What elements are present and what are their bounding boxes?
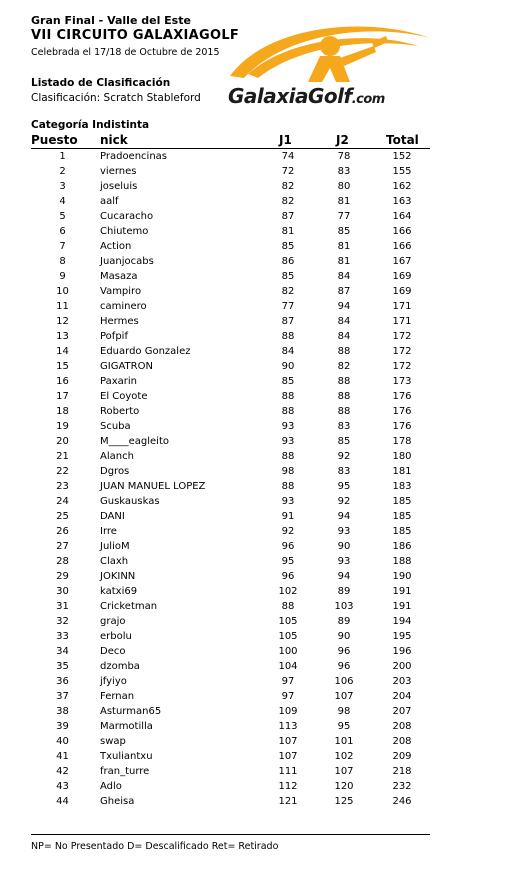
cell-position: 28 xyxy=(56,556,69,567)
cell-nick: Claxh xyxy=(100,556,129,567)
cell-total: 180 xyxy=(392,451,412,462)
cell-total: 163 xyxy=(392,196,412,207)
cell-j1: 74 xyxy=(281,151,295,162)
cell-nick: viernes xyxy=(100,166,137,177)
cell-j2: 82 xyxy=(337,361,351,372)
cell-total: 218 xyxy=(392,766,412,777)
cell-total: 172 xyxy=(392,331,412,342)
cell-j1: 82 xyxy=(281,181,295,192)
cell-position: 7 xyxy=(59,241,66,252)
cell-total: 176 xyxy=(392,406,412,417)
cell-nick: Irre xyxy=(100,526,117,537)
cell-position: 11 xyxy=(56,301,69,312)
cell-j1: 88 xyxy=(281,601,295,612)
listing-title: Listado de Clasificación xyxy=(31,77,171,89)
cell-total: 194 xyxy=(392,616,412,627)
cell-position: 15 xyxy=(56,361,69,372)
cell-total: 203 xyxy=(392,676,412,687)
cell-j2: 93 xyxy=(337,556,351,567)
cell-nick: Roberto xyxy=(100,406,140,417)
classification-table xyxy=(0,149,515,809)
cell-nick: Hermes xyxy=(100,316,139,327)
cell-position: 34 xyxy=(56,646,69,657)
cell-j1: 105 xyxy=(278,631,298,642)
cell-position: 23 xyxy=(56,481,69,492)
cell-position: 29 xyxy=(56,571,69,582)
cell-j1: 113 xyxy=(278,721,298,732)
cell-position: 36 xyxy=(56,676,69,687)
table-row xyxy=(0,374,515,389)
cell-total: 176 xyxy=(392,391,412,402)
cell-total: 185 xyxy=(392,496,412,507)
cell-position: 40 xyxy=(56,736,69,747)
cell-total: 208 xyxy=(392,721,412,732)
cell-j2: 92 xyxy=(337,496,351,507)
cell-position: 22 xyxy=(56,466,69,477)
table-row xyxy=(0,689,515,704)
cell-position: 10 xyxy=(56,286,69,297)
event-title: Gran Final - Valle del Este xyxy=(31,14,191,27)
table-row xyxy=(0,239,515,254)
cell-position: 18 xyxy=(56,406,69,417)
cell-j1: 87 xyxy=(281,211,295,222)
cell-nick: caminero xyxy=(100,301,147,312)
cell-total: 191 xyxy=(392,601,412,612)
cell-nick: Pradoencinas xyxy=(100,151,168,162)
cell-total: 178 xyxy=(392,436,412,447)
table-row xyxy=(0,524,515,539)
cell-j2: 107 xyxy=(334,691,354,702)
cell-j2: 106 xyxy=(334,676,354,687)
cell-j2: 90 xyxy=(337,541,351,552)
cell-j2: 88 xyxy=(337,376,351,387)
cell-position: 41 xyxy=(56,751,69,762)
cell-j2: 96 xyxy=(337,646,351,657)
category-title: Categoría Indistinta xyxy=(31,119,150,131)
cell-position: 13 xyxy=(56,331,69,342)
cell-j2: 77 xyxy=(337,211,351,222)
cell-position: 26 xyxy=(56,526,69,537)
cell-j1: 96 xyxy=(281,571,295,582)
logo-wordmark-suffix: .com xyxy=(351,92,385,107)
cell-total: 185 xyxy=(392,526,412,537)
cell-nick: JUAN MANUEL LOPEZ xyxy=(100,481,206,492)
cell-j1: 93 xyxy=(281,436,295,447)
table-row xyxy=(0,179,515,194)
table-row xyxy=(0,344,515,359)
table-row xyxy=(0,674,515,689)
cell-position: 39 xyxy=(56,721,69,732)
cell-nick: Pofpif xyxy=(100,331,128,342)
cell-j2: 120 xyxy=(334,781,354,792)
table-row xyxy=(0,704,515,719)
cell-position: 14 xyxy=(56,346,69,357)
cell-total: 204 xyxy=(392,691,412,702)
cell-j1: 107 xyxy=(278,751,298,762)
cell-j1: 88 xyxy=(281,391,295,402)
table-row xyxy=(0,554,515,569)
cell-j1: 104 xyxy=(278,661,298,672)
cell-nick: DANI xyxy=(100,511,125,522)
table-row xyxy=(0,314,515,329)
cell-j2: 84 xyxy=(337,316,351,327)
cell-position: 21 xyxy=(56,451,69,462)
table-row xyxy=(0,329,515,344)
column-header-j1: J1 xyxy=(279,133,292,147)
table-row xyxy=(0,419,515,434)
cell-nick: katxi69 xyxy=(100,586,138,597)
table-row xyxy=(0,659,515,674)
cell-total: 232 xyxy=(392,781,412,792)
cell-j1: 77 xyxy=(281,301,295,312)
footer-divider xyxy=(31,834,430,835)
cell-position: 37 xyxy=(56,691,69,702)
cell-total: 246 xyxy=(392,796,412,807)
cell-nick: Dgros xyxy=(100,466,130,477)
cell-j1: 87 xyxy=(281,316,295,327)
cell-total: 164 xyxy=(392,211,412,222)
cell-nick: Cucaracho xyxy=(100,211,154,222)
legend-footnote: NP= No Presentado D= Descalificado Ret= Retirado xyxy=(31,841,279,852)
cell-nick: Chiutemo xyxy=(100,226,149,237)
cell-nick: Deco xyxy=(100,646,126,657)
cell-position: 8 xyxy=(59,256,66,267)
cell-nick: Vampiro xyxy=(100,286,142,297)
cell-j2: 101 xyxy=(334,736,354,747)
table-row xyxy=(0,299,515,314)
cell-position: 33 xyxy=(56,631,69,642)
table-row xyxy=(0,254,515,269)
cell-j2: 89 xyxy=(337,586,351,597)
cell-j2: 95 xyxy=(337,481,351,492)
cell-total: 172 xyxy=(392,361,412,372)
cell-nick: Fernan xyxy=(100,691,135,702)
cell-nick: El Coyote xyxy=(100,391,148,402)
cell-position: 20 xyxy=(56,436,69,447)
table-row xyxy=(0,359,515,374)
cell-j2: 87 xyxy=(337,286,351,297)
cell-nick: fran_turre xyxy=(100,766,150,777)
column-header-position: Puesto xyxy=(31,133,78,147)
table-row xyxy=(0,464,515,479)
logo-wordmark-text: GalaxiaGolf xyxy=(228,84,352,108)
cell-j1: 111 xyxy=(278,766,298,777)
cell-j1: 93 xyxy=(281,496,295,507)
cell-total: 188 xyxy=(392,556,412,567)
cell-position: 6 xyxy=(59,226,66,237)
cell-total: 200 xyxy=(392,661,412,672)
cell-nick: Juanjocabs xyxy=(100,256,154,267)
cell-nick: GIGATRON xyxy=(100,361,153,372)
table-row xyxy=(0,599,515,614)
cell-total: 166 xyxy=(392,226,412,237)
cell-nick: joseluis xyxy=(100,181,138,192)
cell-position: 27 xyxy=(56,541,69,552)
cell-position: 25 xyxy=(56,511,69,522)
cell-position: 38 xyxy=(56,706,69,717)
cell-position: 19 xyxy=(56,421,69,432)
table-row xyxy=(0,404,515,419)
cell-j1: 72 xyxy=(281,166,295,177)
cell-nick: JOKINN xyxy=(100,571,136,582)
cell-position: 31 xyxy=(56,601,69,612)
cell-position: 43 xyxy=(56,781,69,792)
cell-position: 12 xyxy=(56,316,69,327)
cell-total: 172 xyxy=(392,346,412,357)
cell-j1: 82 xyxy=(281,286,295,297)
cell-nick: Alanch xyxy=(100,451,134,462)
table-row xyxy=(0,389,515,404)
cell-j1: 98 xyxy=(281,466,295,477)
cell-j1: 93 xyxy=(281,421,295,432)
cell-position: 24 xyxy=(56,496,69,507)
column-header-nick: nick xyxy=(100,133,128,147)
cell-j2: 107 xyxy=(334,766,354,777)
table-row xyxy=(0,719,515,734)
cell-j2: 93 xyxy=(337,526,351,537)
cell-total: 207 xyxy=(392,706,412,717)
cell-total: 183 xyxy=(392,481,412,492)
cell-j2: 78 xyxy=(337,151,351,162)
cell-total: 155 xyxy=(392,166,412,177)
logo-wordmark xyxy=(228,84,385,108)
cell-j1: 97 xyxy=(281,676,295,687)
cell-total: 196 xyxy=(392,646,412,657)
cell-total: 162 xyxy=(392,181,412,192)
cell-j2: 84 xyxy=(337,271,351,282)
cell-position: 35 xyxy=(56,661,69,672)
cell-total: 181 xyxy=(392,466,412,477)
table-row xyxy=(0,794,515,809)
cell-position: 9 xyxy=(59,271,66,282)
cell-j2: 81 xyxy=(337,196,351,207)
cell-position: 16 xyxy=(56,376,69,387)
table-row xyxy=(0,434,515,449)
cell-total: 169 xyxy=(392,271,412,282)
table-row xyxy=(0,644,515,659)
cell-total: 191 xyxy=(392,586,412,597)
cell-j2: 94 xyxy=(337,301,351,312)
cell-nick: Masaza xyxy=(100,271,138,282)
cell-j1: 86 xyxy=(281,256,295,267)
cell-j1: 107 xyxy=(278,736,298,747)
cell-nick: M____eagleito xyxy=(100,436,170,447)
cell-j2: 125 xyxy=(334,796,354,807)
table-row xyxy=(0,764,515,779)
cell-nick: Gheisa xyxy=(100,796,135,807)
cell-total: 208 xyxy=(392,736,412,747)
cell-j2: 94 xyxy=(337,511,351,522)
cell-j2: 94 xyxy=(337,571,351,582)
cell-nick: Guskauskas xyxy=(100,496,160,507)
cell-j1: 85 xyxy=(281,271,295,282)
table-row xyxy=(0,779,515,794)
cell-j1: 121 xyxy=(278,796,298,807)
cell-j1: 102 xyxy=(278,586,298,597)
cell-j2: 84 xyxy=(337,331,351,342)
cell-j2: 85 xyxy=(337,436,351,447)
cell-nick: erbolu xyxy=(100,631,132,642)
cell-j1: 85 xyxy=(281,241,295,252)
table-row xyxy=(0,209,515,224)
cell-j1: 96 xyxy=(281,541,295,552)
cell-total: 176 xyxy=(392,421,412,432)
cell-position: 5 xyxy=(59,211,66,222)
cell-position: 42 xyxy=(56,766,69,777)
cell-j2: 88 xyxy=(337,391,351,402)
cell-total: 169 xyxy=(392,286,412,297)
table-row xyxy=(0,539,515,554)
cell-j1: 84 xyxy=(281,346,295,357)
cell-position: 2 xyxy=(59,166,66,177)
column-header-j2: J2 xyxy=(336,133,349,147)
table-row xyxy=(0,569,515,584)
cell-nick: Asturman65 xyxy=(100,706,162,717)
cell-j1: 88 xyxy=(281,331,295,342)
cell-j1: 105 xyxy=(278,616,298,627)
cell-j2: 96 xyxy=(337,661,351,672)
table-row xyxy=(0,164,515,179)
table-row xyxy=(0,629,515,644)
cell-nick: Paxarin xyxy=(100,376,137,387)
cell-total: 166 xyxy=(392,241,412,252)
cell-nick: Action xyxy=(100,241,132,252)
cell-position: 17 xyxy=(56,391,69,402)
cell-position: 3 xyxy=(59,181,66,192)
cell-position: 44 xyxy=(56,796,69,807)
cell-total: 152 xyxy=(392,151,412,162)
table-row xyxy=(0,734,515,749)
cell-position: 30 xyxy=(56,586,69,597)
cell-total: 209 xyxy=(392,751,412,762)
cell-j1: 88 xyxy=(281,451,295,462)
cell-nick: Eduardo Gonzalez xyxy=(100,346,191,357)
cell-j2: 89 xyxy=(337,616,351,627)
cell-total: 195 xyxy=(392,631,412,642)
cell-j1: 82 xyxy=(281,196,295,207)
table-row xyxy=(0,449,515,464)
event-date: Celebrada el 17/18 de Octubre de 2015 xyxy=(31,47,220,58)
cell-j1: 88 xyxy=(281,406,295,417)
cell-j2: 85 xyxy=(337,226,351,237)
cell-j1: 92 xyxy=(281,526,295,537)
cell-total: 173 xyxy=(392,376,412,387)
cell-j2: 81 xyxy=(337,241,351,252)
table-row xyxy=(0,284,515,299)
cell-total: 185 xyxy=(392,511,412,522)
cell-nick: aalf xyxy=(100,196,119,207)
cell-j2: 83 xyxy=(337,421,351,432)
cell-j2: 98 xyxy=(337,706,351,717)
cell-nick: dzomba xyxy=(100,661,140,672)
table-row xyxy=(0,194,515,209)
cell-position: 4 xyxy=(59,196,66,207)
cell-total: 190 xyxy=(392,571,412,582)
column-header-total: Total xyxy=(386,133,419,147)
cell-j1: 100 xyxy=(278,646,298,657)
cell-position: 32 xyxy=(56,616,69,627)
table-row xyxy=(0,494,515,509)
cell-total: 171 xyxy=(392,301,412,312)
table-row xyxy=(0,479,515,494)
cell-nick: grajo xyxy=(100,616,126,627)
cell-nick: Marmotilla xyxy=(100,721,153,732)
table-row xyxy=(0,149,515,164)
cell-j1: 88 xyxy=(281,481,295,492)
cell-j1: 90 xyxy=(281,361,295,372)
cell-nick: jfyiyo xyxy=(100,676,127,687)
cell-j2: 103 xyxy=(334,601,354,612)
cell-nick: swap xyxy=(100,736,126,747)
cell-nick: Scuba xyxy=(100,421,131,432)
cell-nick: Adlo xyxy=(100,781,122,792)
cell-j1: 97 xyxy=(281,691,295,702)
cell-j2: 88 xyxy=(337,406,351,417)
cell-j2: 90 xyxy=(337,631,351,642)
cell-nick: JulioM xyxy=(100,541,130,552)
cell-j1: 81 xyxy=(281,226,295,237)
cell-j1: 112 xyxy=(278,781,298,792)
cell-j2: 95 xyxy=(337,721,351,732)
table-row xyxy=(0,224,515,239)
cell-nick: Txuliantxu xyxy=(100,751,153,762)
classification-type: Clasificación: Scratch Stableford xyxy=(31,92,201,104)
table-row xyxy=(0,269,515,284)
cell-j1: 109 xyxy=(278,706,298,717)
cell-j2: 88 xyxy=(337,346,351,357)
cell-j2: 92 xyxy=(337,451,351,462)
table-row xyxy=(0,509,515,524)
cell-total: 167 xyxy=(392,256,412,267)
cell-total: 171 xyxy=(392,316,412,327)
cell-j2: 80 xyxy=(337,181,351,192)
table-row xyxy=(0,749,515,764)
table-row xyxy=(0,614,515,629)
cell-total: 186 xyxy=(392,541,412,552)
table-row xyxy=(0,584,515,599)
cell-j2: 83 xyxy=(337,466,351,477)
cell-j1: 85 xyxy=(281,376,295,387)
cell-nick: Cricketman xyxy=(100,601,158,612)
cell-j2: 102 xyxy=(334,751,354,762)
cell-position: 1 xyxy=(59,151,66,162)
cell-j1: 95 xyxy=(281,556,295,567)
cell-j2: 83 xyxy=(337,166,351,177)
cell-j2: 81 xyxy=(337,256,351,267)
circuit-title: VII CIRCUITO GALAXIAGOLF xyxy=(31,28,240,43)
cell-j1: 91 xyxy=(281,511,295,522)
